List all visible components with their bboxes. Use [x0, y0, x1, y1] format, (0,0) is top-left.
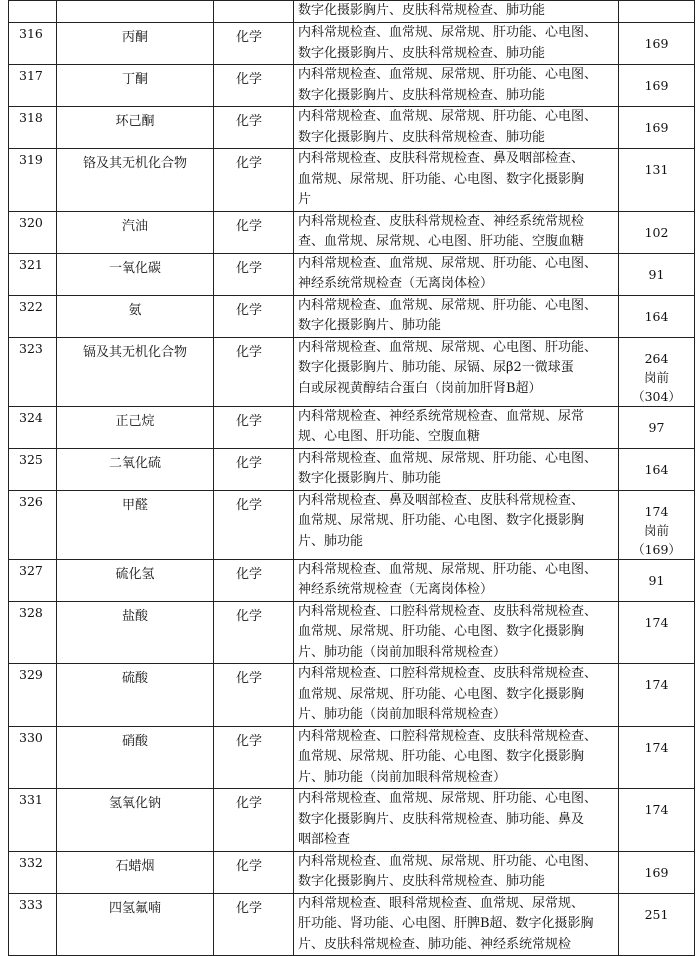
hazard-category: 化学	[214, 406, 294, 448]
hazard-category: 化学	[214, 253, 294, 295]
cost-line: 97	[648, 419, 665, 435]
name-cell	[57, 1, 214, 23]
hazard-name: 镉及其无机化合物	[57, 337, 214, 406]
row-number: 330	[9, 726, 57, 789]
exam-items-line: 血常规、尿常规、肝功能、心电图、数字化摄影胸	[298, 686, 585, 702]
exam-table	[8, 0, 695, 956]
hazard-name: 盐酸	[57, 601, 214, 664]
row-number: 322	[9, 295, 57, 337]
exam-cost	[619, 448, 695, 490]
exam-items-line: 内科常规检查、口腔科常规检查、皮肤科常规检查、	[298, 728, 598, 744]
category-cell	[214, 1, 294, 23]
cost-line: 169	[644, 864, 669, 880]
hazard-name: 石蜡烟	[57, 851, 214, 893]
exam-items-line: 内科常规检查、皮肤科常规检查、神经系统常规检	[298, 213, 585, 229]
hazard-name: 硝酸	[57, 726, 214, 789]
exam-cost	[619, 107, 695, 149]
exam-items-line: 内科常规检查、血常规、尿常规、肝功能、心电图、	[298, 450, 598, 466]
table-row	[9, 406, 695, 448]
exam-items-line: 血常规、尿常规、肝功能、心电图、数字化摄影胸	[298, 171, 585, 187]
hazard-name: 硫化氢	[57, 559, 214, 601]
table-row	[9, 893, 695, 956]
exam-items	[294, 107, 619, 149]
hazard-category: 化学	[214, 211, 294, 253]
table-row	[9, 601, 695, 664]
exam-items	[294, 23, 619, 65]
exam-cost	[619, 23, 695, 65]
exam-items-line: 规、心电图、肝功能、空腹血糖	[298, 429, 481, 444]
cost-line: （304）	[632, 388, 681, 404]
exam-items-line: 内科常规检查、血常规、尿常规、肝功能、心电图、	[298, 561, 598, 577]
exam-cost	[619, 893, 695, 956]
exam-items-line: 内科常规检查、口腔科常规检查、皮肤科常规检查、	[298, 603, 598, 619]
exam-items	[294, 893, 619, 956]
cost-line: 岗前	[643, 369, 669, 385]
cost-line: （169）	[632, 541, 681, 557]
row-number: 318	[9, 107, 57, 149]
exam-items-line: 内科常规检查、神经系统常规检查、血常规、尿常	[298, 408, 585, 424]
hazard-name: 丙酮	[57, 23, 214, 65]
exam-items	[294, 448, 619, 490]
row-number: 328	[9, 601, 57, 664]
exam-items-line: 内科常规检查、血常规、尿常规、肝功能、心电图、	[298, 853, 598, 869]
hazard-category: 化学	[214, 851, 294, 893]
num-cell	[9, 1, 57, 23]
cost-line: 164	[644, 308, 669, 324]
cost-line: 174	[644, 802, 669, 817]
row-number: 327	[9, 559, 57, 601]
row-number: 316	[9, 23, 57, 65]
exam-items-line: 内科常规检查、血常规、尿常规、肝功能、心电图、	[298, 109, 598, 124]
cost-line: 174	[644, 677, 669, 692]
cost-cell	[619, 1, 695, 23]
table-row	[9, 253, 695, 295]
exam-items-line: 数字化摄影胸片、皮肤科常规检查、肺功能	[298, 874, 546, 889]
cost-line: 131	[644, 162, 669, 177]
exam-items-line: 数字化摄影胸片、皮肤科常规检查、肺功能、鼻及	[298, 811, 585, 827]
hazard-name: 丁酮	[57, 65, 214, 107]
table-row	[9, 211, 695, 253]
row-number: 333	[9, 893, 57, 956]
exam-items	[294, 406, 619, 448]
row-number: 320	[9, 211, 57, 253]
exam-items-line: 内科常规检查、血常规、尿常规、肝功能、心电图、	[298, 297, 598, 313]
table-row	[9, 337, 695, 406]
table-row	[9, 726, 695, 789]
exam-items-line: 片、肺功能（岗前加眼科常规检查）	[298, 644, 507, 660]
cost-line: 169	[644, 36, 669, 51]
table-row	[9, 559, 695, 601]
exam-cost	[619, 253, 695, 295]
row-number: 331	[9, 789, 57, 852]
row-number: 325	[9, 448, 57, 490]
cost-line: 169	[644, 78, 669, 93]
exam-cost	[619, 65, 695, 107]
hazard-category: 化学	[214, 149, 294, 212]
exam-items	[294, 789, 619, 852]
table-row	[9, 65, 695, 107]
exam-items-line: 神经系统常规检查（无离岗体检）	[298, 276, 494, 291]
cost-line: 岗前	[643, 522, 669, 538]
row-number: 326	[9, 490, 57, 559]
exam-items-line: 白或尿视黄醇结合蛋白（岗前加肝肾B超）	[298, 380, 542, 396]
hazard-name: 氢氧化钠	[57, 789, 214, 852]
exam-items-line: 咽部检查	[298, 832, 351, 847]
exam-items-line: 血常规、尿常规、肝功能、心电图、数字化摄影胸	[298, 513, 585, 528]
hazard-name: 四氢氟喃	[57, 893, 214, 956]
hazard-category: 化学	[214, 23, 294, 65]
hazard-name: 环己酮	[57, 107, 214, 149]
exam-items-line: 数字化摄影胸片、肺功能	[298, 318, 442, 333]
cost-line: 91	[648, 572, 665, 588]
exam-items-line: 片、肺功能	[298, 533, 364, 549]
cost-line: 174	[644, 503, 669, 519]
exam-items	[294, 211, 619, 253]
hazard-name: 正己烷	[57, 406, 214, 448]
hazard-name: 一氧化碳	[57, 253, 214, 295]
row-number: 329	[9, 664, 57, 727]
cost-line: 174	[644, 614, 669, 630]
exam-items-line: 片、肺功能（岗前加眼科常规检查）	[298, 707, 507, 722]
hazard-category: 化学	[214, 337, 294, 406]
cost-line: 174	[644, 739, 669, 755]
exam-cost	[619, 406, 695, 448]
table-row	[9, 789, 695, 852]
table-row	[9, 664, 695, 727]
hazard-category: 化学	[214, 601, 294, 664]
exam-items	[294, 851, 619, 893]
exam-cost	[619, 149, 695, 212]
table-row-continued	[9, 1, 695, 23]
table-row	[9, 149, 695, 212]
exam-items-line: 内科常规检查、口腔科常规检查、皮肤科常规检查、	[298, 666, 598, 681]
exam-items	[294, 559, 619, 601]
exam-cost	[619, 211, 695, 253]
exam-items-line: 内科常规检查、血常规、尿常规、肝功能、心电图、	[298, 255, 598, 271]
exam-items-line: 肝功能、肾功能、心电图、肝脾B超、数字化摄影胸	[298, 916, 594, 931]
hazard-category: 化学	[214, 559, 294, 601]
exam-items-line: 片、肺功能（岗前加眼科常规检查）	[298, 769, 507, 785]
row-number: 321	[9, 253, 57, 295]
exam-items-line: 血常规、尿常规、肝功能、心电图、数字化摄影胸	[298, 749, 585, 764]
exam-items	[294, 65, 619, 107]
exam-items-line: 数字化摄影胸片、皮肤科常规检查、肺功能	[298, 129, 546, 145]
exam-items-line: 数字化摄影胸片、肺功能、尿镉、尿β2一微球蛋	[298, 360, 574, 375]
hazard-category: 化学	[214, 448, 294, 490]
row-number: 324	[9, 406, 57, 448]
exam-items	[294, 601, 619, 664]
items-line: 数字化摄影胸片、皮肤科常规检查、肺功能	[298, 3, 546, 18]
exam-items-line: 内科常规检查、血常规、尿常规、肝功能、心电图、	[298, 791, 598, 806]
hazard-category: 化学	[214, 664, 294, 727]
exam-items-line: 神经系统常规检查（无离岗体检）	[298, 582, 494, 597]
row-number: 317	[9, 65, 57, 107]
exam-cost	[619, 851, 695, 893]
hazard-category: 化学	[214, 65, 294, 107]
exam-cost	[619, 490, 695, 559]
cost-line: 91	[648, 266, 665, 282]
hazard-name: 甲醛	[57, 490, 214, 559]
cost-line: 251	[644, 906, 669, 922]
exam-items-line: 片	[298, 192, 312, 207]
cost-line: 264	[644, 350, 669, 366]
table-row	[9, 295, 695, 337]
table-row	[9, 490, 695, 559]
hazard-name: 汽油	[57, 211, 214, 253]
exam-items-line: 内科常规检查、血常规、尿常规、肝功能、心电图、	[298, 25, 598, 40]
table-row	[9, 23, 695, 65]
hazard-category: 化学	[214, 107, 294, 149]
exam-items	[294, 726, 619, 789]
hazard-category: 化学	[214, 789, 294, 852]
exam-cost	[619, 559, 695, 601]
exam-items-line: 查、血常规、尿常规、心电图、肝功能、空腹血糖	[298, 234, 585, 249]
hazard-category: 化学	[214, 490, 294, 559]
exam-cost	[619, 295, 695, 337]
cost-line: 102	[644, 224, 669, 240]
exam-items	[294, 337, 619, 406]
hazard-category: 化学	[214, 726, 294, 789]
table-row	[9, 851, 695, 893]
hazard-name: 铬及其无机化合物	[57, 149, 214, 212]
exam-items	[294, 253, 619, 295]
exam-items-line: 内科常规检查、鼻及咽部检查、皮肤科常规检查、	[298, 492, 585, 508]
exam-items-line: 内科常规检查、血常规、尿常规、心电图、肝功能、	[298, 339, 598, 355]
hazard-name: 氨	[57, 295, 214, 337]
hazard-category: 化学	[214, 295, 294, 337]
exam-items-line: 血常规、尿常规、肝功能、心电图、数字化摄影胸	[298, 624, 585, 639]
exam-items	[294, 149, 619, 212]
hazard-category: 化学	[214, 893, 294, 956]
table-row	[9, 448, 695, 490]
exam-items-line: 数字化摄影胸片、皮肤科常规检查、肺功能	[298, 45, 546, 61]
items-cell	[294, 1, 619, 23]
exam-cost	[619, 601, 695, 664]
exam-items	[294, 295, 619, 337]
exam-items-line: 数字化摄影胸片、皮肤科常规检查、肺功能	[298, 87, 546, 103]
exam-items-line: 内科常规检查、眼科常规检查、血常规、尿常规、	[298, 895, 585, 911]
exam-items-line: 内科常规检查、血常规、尿常规、肝功能、心电图、	[298, 67, 598, 82]
exam-items-line: 内科常规检查、皮肤科常规检查、鼻及咽部检查、	[298, 151, 585, 166]
hazard-name: 硫酸	[57, 664, 214, 727]
exam-items-line: 数字化摄影胸片、肺功能	[298, 471, 442, 486]
exam-items	[294, 664, 619, 727]
exam-items	[294, 490, 619, 559]
cost-line: 164	[644, 461, 669, 477]
hazard-name: 二氧化硫	[57, 448, 214, 490]
table-row	[9, 107, 695, 149]
exam-cost	[619, 664, 695, 727]
row-number: 332	[9, 851, 57, 893]
cost-line: 169	[644, 120, 669, 135]
exam-cost	[619, 337, 695, 406]
exam-cost	[619, 789, 695, 852]
row-number: 323	[9, 337, 57, 406]
exam-items-line: 片、皮肤科常规检查、肺功能、神经系统常规检	[298, 936, 572, 952]
exam-cost	[619, 726, 695, 789]
exam-table-body	[9, 1, 695, 956]
row-number: 319	[9, 149, 57, 212]
